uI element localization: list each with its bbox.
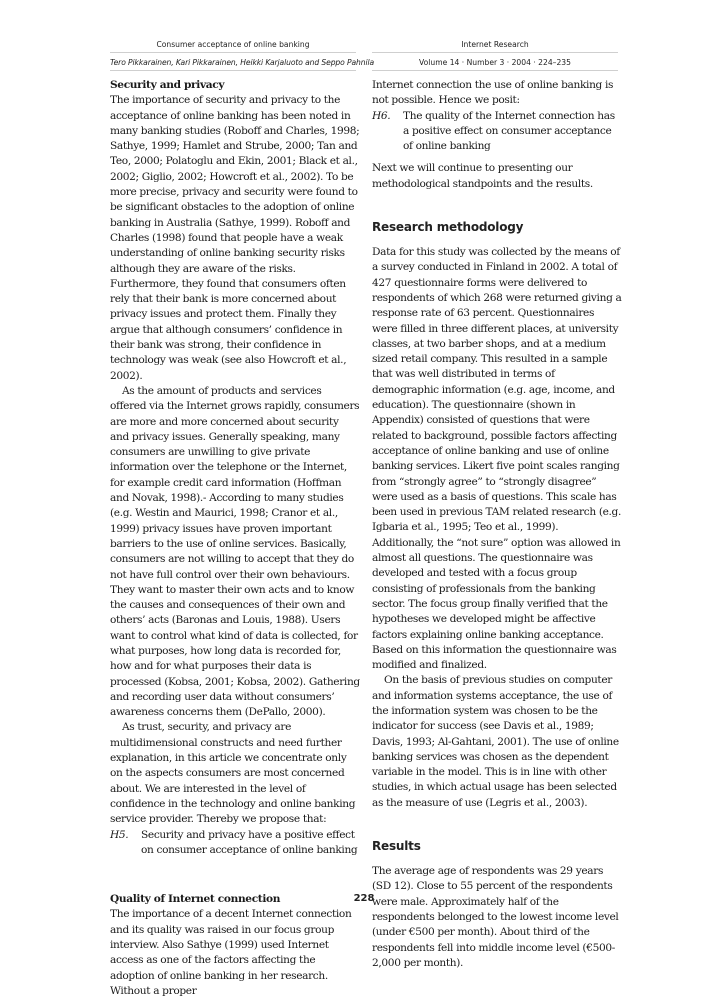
header-rule xyxy=(372,70,618,71)
body-paragraph: On the basis of previous studies on computer and information systems acceptance, the use of the information system was chosen to be the indicator for success (see Davis et al., 1989; Davis, 1993; Al-Gahtani, 2001). The use of online banking services was chosen as the dependent variable in the model. This is in line with other studies, in which actual usage has been selected as the measure of use (Legris et al., 2003). xyxy=(372,674,619,809)
body-paragraph: Data for this study was collected by the means of a survey conducted in Finland in 2002. A total of 427 questionnaire forms were delivered to respondents of which 268 were returned giving a response rate of 63 percent. Questionnaires were filled in three different places, at university classes, at two barber shops, and at a medium sized retail company. This resulted in a sample that was well distributed in terms of demographic information (e.g. age, income, and education). The questionnaire (shown in Appendix) consisted of questions that were related to background, possible factors affecting acceptance of online banking and use of online banking services. Likert five point scales ranging from “strongly agree” to “strongly disagree” were used as a basis of questions. This scale has been used in previous TAM related research (e.g. Igbaria et al., 1995; Teo et al., 1999). Additionally, the “not sure” option was allowed in almost all questions. The questionnaire was developed and tested with a focus group consisting of professionals from the banking sector. The focus group finally verified that the hypotheses we developed might be affective factors explaining online banking acceptance. Based on this information the questionnaire was modified and finalized. xyxy=(372,246,622,672)
hypothesis-label: H6. xyxy=(372,109,391,122)
hypothesis-text: The quality of the Internet connection has a positive effect on consumer acceptance of online banking xyxy=(403,109,615,153)
header-rule xyxy=(110,52,356,53)
hypothesis-h6 xyxy=(372,109,622,155)
body-paragraph: The importance of security and privacy to the acceptance of online banking has been noted in many banking studies (Roboff and Charles, 1998; Sathye, 1999; Hamlet and Strube, 2000; Tan and Teo, 2000; Polatoglu and Ekin, 2001; Black et al., 2002; Giglio, 2002; Howcroft et al., 2002). To be more precise, privacy and security were found to be significant obstacles to the adoption of online banking in Australia (Sathye, 1999). Roboff and Charles (1998) found that people have a weak understanding of online banking security risks although they are aware of the risks. Furthermore, they found that consumers often rely that their bank is more concerned about privacy issues and protect them. Finally they argue that although consumers’ confidence in their bank was strong, their confidence in technology was weak (see also Howcroft et al., 2002). xyxy=(110,94,360,382)
section-heading-results: Results xyxy=(372,839,421,854)
body-paragraph: Internet connection the use of online banking is not possible. Hence we posit: xyxy=(372,79,614,107)
running-header-volume: Volume 14 · Number 3 · 2004 · 224–235 xyxy=(419,58,571,67)
body-paragraph: The importance of a decent Internet connection and its quality was raised in our focus group interview. Also Sathye (1999) used Internet access as one of the factors affecting the adoption of online banking in her research. Without a proper xyxy=(110,908,352,997)
header-rule xyxy=(110,70,356,71)
right-column xyxy=(372,78,622,971)
left-column xyxy=(110,78,360,999)
section-heading-quality: Quality of Internet connection xyxy=(110,893,281,906)
section-heading-security: Security and privacy xyxy=(110,79,225,91)
hypothesis-label: H5. xyxy=(110,828,129,841)
hypothesis-text: Security and privacy have a positive effect on consumer acceptance of online banking xyxy=(141,828,358,856)
running-header-journal: Internet Research xyxy=(461,40,529,49)
header-rule xyxy=(372,52,618,53)
body-paragraph: As trust, security, and privacy are multidimensional constructs and need further explanation, in this article we concentrate only on the aspects consumers are most concerned about. We are interested in the level of confidence in the technology and online banking service provider. Thereby we propose that: xyxy=(110,721,356,826)
hypothesis-h5 xyxy=(110,828,360,859)
body-paragraph: As the amount of products and services offered via the Internet grows rapidly, consumers are more and more concerned about security and privacy issues. Generally speaking, many consumers are unwilling to give private information over the telephone or the Internet, for example credit card information (Hoffman and Novak, 1998).- According to many studies (e.g. Westin and Maurici, 1998; Cranor et al., 1999) privacy issues have proven important barriers to the use of online services. Basically, consumers are not willing to accept that they do not have full control over their own behaviours. They want to master their own acts and to know the causes and consequences of their own and others’ acts (Baronas and Louis, 1988). Users want to control what kind of data is collected, for what purposes, how long data is recorded for, how and for what purposes their data is processed (Kobsa, 2001; Kobsa, 2002). Gathering and recording user data without consumers’ awareness concerns them (DePallo, 2000). xyxy=(110,384,360,719)
page-number: 228 xyxy=(353,893,375,904)
section-heading-methodology: Research methodology xyxy=(372,220,524,235)
running-header-title: Consumer acceptance of online banking xyxy=(156,40,310,49)
body-paragraph: Next we will continue to presenting our methodological standpoints and the results. xyxy=(372,162,593,190)
running-header-authors: Tero Pikkarainen, Kari Pikkarainen, Heikki Karjaluoto and Seppo Pahnila xyxy=(110,58,375,67)
body-paragraph: The average age of respondents was 29 years (SD 12). Close to 55 percent of the respondents were male. Approximately half of the respondents belonged to the lowest income level (under €500 per month). About third of the respondents fell into middle income level (€500-2,000 per month). xyxy=(372,865,619,969)
